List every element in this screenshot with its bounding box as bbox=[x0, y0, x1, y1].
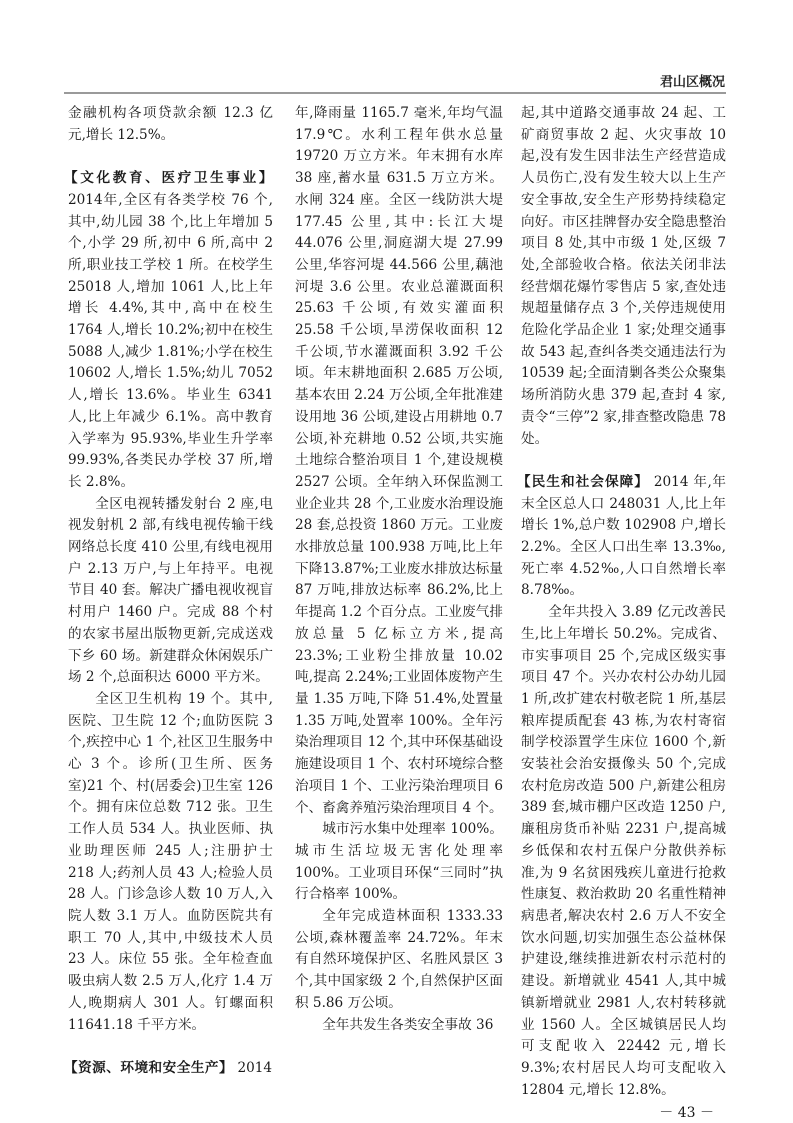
paragraph: 全区卫生机构 19 个。其中,医院、卫生院 12 个;血防医院 3 个,疾控中心 1 个,社区卫生服务中心 3 个。诊所(卫生所、医务室)21 个、村(居委会)卫生室 126 个。拥有床位总数 712 张。卫生工作人员 534 人。执业医师、执业助理医师 245 人;注册护士 218 人;药剂人员 43 人;检验人员 28 人。门诊急诊人数 10 万人,入院人数 3.1 万人。血防医院共有职工 70 人,其中,中级技术人员 23 人。床位 55 张。全年检查血吸虫病人数 2.5 万人,化疗 1.4 万人,晚期病人 301 人。钉螺面积 11641.18 千平方米。 bbox=[68, 690, 273, 1033]
paragraph-text: 2014 年,年末全区总人口 248031 人,比上年增长 1%,总户数 102908 户,增长 2.2%。全区人口出生率 13.3‰,死亡率 4.52‰,人口自然增长率 8.78‰。 bbox=[521, 473, 727, 599]
paragraph: 全区电视转播发射台 2 座,电视发射机 2 部,有线电视传输干线网络总长度 410 公里,有线电视用户 2.13 万户,与上年持平。电视节目 40 套。解决广播电视收视盲村用户 1460 户。完成 88 个村的农家书屋出版物更新,完成送戏下乡 60 场。新建群众休闲娱乐广场 2 个,总面积达 6000 平方米。 bbox=[68, 495, 273, 686]
section-heading: 【民生和社会保障】 bbox=[517, 473, 649, 490]
section-heading: 【文化教育、医疗卫生事业】 bbox=[64, 170, 273, 187]
page-number: － 43 － bbox=[659, 1105, 714, 1122]
column-3 bbox=[517, 103, 727, 1123]
paragraph: 起,其中道路交通事故 24 起、工矿商贸事故 2 起、火灾事故 10 起,没有发生因非法生产经营造成人员伤亡,没有发生较大以上生产安全事故,安全生产形势持续稳定向好。市区挂牌督办安全隐患整治项目 8 处,其中市级 1 处,区级 7 处,全部验收合格。依法关闭非法经营烟花爆竹零售店 5 家,查处违规超量储存点 3 个,关停违规使用危险化学品企业 1 家;处理交通事故 543 起,查纠各类交通违法行为 10539 起;全面清剿各类公众聚集场所消防火患 379 起,查封 4 家,责令“三停”2 家,排查整改隐患 78处。 bbox=[521, 105, 726, 447]
paragraph: 全年完成造林面积 1333.33 公顷,森林覆盖率 24.72%。年末有自然环境保护区、名胜风景区 3 个,其中国家级 2 个,自然保护区面积 5.86 万公顷。 bbox=[295, 908, 503, 1011]
section-resources-environment bbox=[64, 1058, 273, 1080]
paragraph: 年,降雨量 1165.7 毫米,年均气温 17.9℃。水利工程年供水总量 19720 万立方米。年末拥有水库 38 座,蓄水量 631.5 万立方米。水闸 324 座。全区一线防洪大堤 177.45 公里,其中:长江大堤 44.076 公里,洞庭湖大堤 27.99 公里,华容河堤 44.566 公里,藕池河堤 3.6 公里。农业总灌溉面积 25.63 千公顷,有效实灌面积 25.58 千公顷,旱涝保收面积 12 千公顷,节水灌溉面积 3.92 千公顷。年末耕地面积 2.685 万公顷,基本农田 2.24 万公顷,全年批准建设用地 36 公顷,建设占用耕地 0.7 公顷,补充耕地 0.52 公顷,共实施土地综合整治项目 1 个,建设规模 2527 公顷。全年纳入环保监测工业企业共 28 个,工业废水治理设施 28 套,总投资 1860 万元。工业废水排放总量 100.938 万吨,比上年下降13.87%;工业废水排放达标量 87 万吨,排放达标率 86.2%,比上年提高 1.2 个百分点。工业废气排放总量 5 亿标立方米,提高 23.3%;工业粉尘排放量 10.02 吨,提高 2.24%;工业固体废物产生量 1.35 万吨,下降 51.4%,处置量 1.35 万吨,处置率 100%。全年污染治理项目 12 个,其中环保基础设施建设项目 1 个、农村环境综合整治项目 1 个、工业污染治理项目 6 个、畜禽养殖污染治理项目 4 个。 bbox=[295, 105, 503, 816]
running-header-title: 君山区概况 bbox=[659, 75, 725, 90]
paragraph: 全年共发生各类安全事故 36 bbox=[322, 1016, 494, 1033]
paragraph-text: 2014年,全区有各类学校 76 个,其中,幼儿园 38 个,比上年增加 5 个,小学 29 所,初中 6 所,高中 2 所,职业技工学校 1 所。在校学生 25018 人,增加 1061 人,比上年增长 4.4%,其中,高中在校生 1764 人,增长 10.2%;初中在校生 5088 人,减少 1.81%;小学在校生 10602 人,增长 1.5%;幼儿 7052 人,增长 13.6%。毕业生 6341 人,比上年减少 6.1%。高中教育入学率为 95.93%,毕业生升学率 99.93%,各类民办学校 37 所,增长 2.8%。 bbox=[68, 191, 273, 490]
paragraph: 城市污水集中处理率 100%。城市生活垃圾无害化处理率 100%。工业项目环保“三同时”执行合格率 100%。 bbox=[295, 821, 503, 903]
paragraph: 全年共投入 3.89 亿元改善民生,比上年增长 50.2%。完成省、市实事项目 25 个,完成区级实事项目 47 个。兴办农村公办幼儿园 1 所,改扩建农村敬老院 1 所,基层粮库提质配套 43 栋,为农村寄宿制学校添置学生床位 1600 个,新安装社会治安摄像头 50 个,完成农村危房改造 500 户,新建公租房 389 套,城市棚户区改造 1250 户,廉租房货币补贴 2231 户,提高城乡低保和农村五保户分散供养标准,为 9 名贫困残疾儿童进行抢救性康复、救治救助 20 名重性精神病患者,解决农村 2.6 万人不安全饮水问题,切实加强生态公益林保护建设,继续推进新农村示范村的建设。新增就业 4541 人,其中城镇新增就业 2981 人,农村转移就业 1560 人。全区城镇居民人均可支配收入 22442 元,增长 9.3%;农村居民人均可支配收入 12804 元,增长 12.8%。 bbox=[521, 604, 726, 1098]
column-1 bbox=[64, 103, 273, 1080]
section-livelihood-social-security bbox=[517, 472, 727, 602]
section-heading: 【资源、环境和安全生产】 bbox=[64, 1059, 234, 1076]
section-education-health bbox=[64, 168, 273, 494]
header-rule bbox=[64, 92, 726, 94]
paragraph: 金融机构各项贷款余额 12.3 亿元,增长 12.5%。 bbox=[68, 105, 273, 143]
column-2 bbox=[295, 103, 503, 1036]
paragraph-text: 2014 bbox=[233, 1059, 273, 1076]
